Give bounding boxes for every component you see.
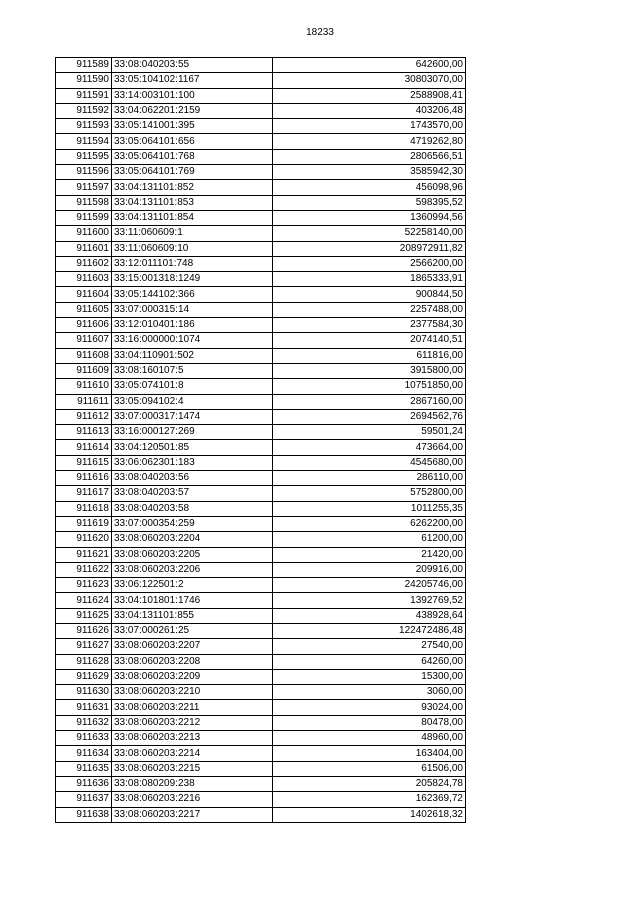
cadastral-number-cell: 33:08:060203:2213: [112, 731, 273, 746]
row-number-cell: 911591: [56, 88, 112, 103]
cadastral-value-cell: 2867160,00: [273, 394, 466, 409]
cadastral-value-cell: 403206,48: [273, 103, 466, 118]
row-number-cell: 911638: [56, 807, 112, 822]
cadastral-number-cell: 33:08:060203:2211: [112, 700, 273, 715]
table-row: [56, 226, 466, 241]
row-number-cell: 911597: [56, 180, 112, 195]
cadastral-value-cell: 15300,00: [273, 669, 466, 684]
row-number-cell: 911616: [56, 471, 112, 486]
cadastral-number-cell: 33:11:060609:1: [112, 226, 273, 241]
cadastral-number-cell: 33:15:001318:1249: [112, 272, 273, 287]
table-row: [56, 210, 466, 225]
row-number-cell: 911593: [56, 119, 112, 134]
cadastral-value-cell: 286110,00: [273, 471, 466, 486]
table-row: [56, 241, 466, 256]
row-number-cell: 911620: [56, 532, 112, 547]
row-number-cell: 911622: [56, 562, 112, 577]
page-number: 18233: [306, 27, 334, 38]
row-number-cell: 911629: [56, 669, 112, 684]
row-number-cell: 911607: [56, 333, 112, 348]
cadastral-number-cell: 33:08:040203:56: [112, 471, 273, 486]
row-number-cell: 911602: [56, 256, 112, 271]
cadastral-value-cell: 1011255,35: [273, 501, 466, 516]
row-number-cell: 911608: [56, 348, 112, 363]
cadastral-value-cell: 6262200,00: [273, 516, 466, 531]
table-row: [56, 318, 466, 333]
row-number-cell: 911628: [56, 654, 112, 669]
cadastral-number-cell: 33:08:060203:2207: [112, 639, 273, 654]
cadastral-number-cell: 33:08:060203:2205: [112, 547, 273, 562]
row-number-cell: 911635: [56, 761, 112, 776]
row-number-cell: 911606: [56, 318, 112, 333]
cadastral-number-cell: 33:08:060203:2210: [112, 685, 273, 700]
cadastral-number-cell: 33:08:060203:2216: [112, 792, 273, 807]
cadastral-value-cell: 1743570,00: [273, 119, 466, 134]
cadastral-number-cell: 33:04:131101:855: [112, 608, 273, 623]
table-row: [56, 409, 466, 424]
row-number-cell: 911623: [56, 578, 112, 593]
cadastral-value-cell: 473664,00: [273, 440, 466, 455]
table-row: [56, 746, 466, 761]
table-row: [56, 562, 466, 577]
cadastral-value-cell: 162369,72: [273, 792, 466, 807]
cadastral-value-cell: 163404,00: [273, 746, 466, 761]
table-row: [56, 516, 466, 531]
cadastral-number-cell: 33:04:131101:854: [112, 210, 273, 225]
table-row: [56, 715, 466, 730]
cadastral-number-cell: 33:11:060609:10: [112, 241, 273, 256]
cadastral-value-cell: 2694562,76: [273, 409, 466, 424]
cadastral-value-cell: 24205746,00: [273, 578, 466, 593]
cadastral-value-cell: 61506,00: [273, 761, 466, 776]
row-number-cell: 911615: [56, 455, 112, 470]
table-row: [56, 654, 466, 669]
table-row: [56, 455, 466, 470]
cadastral-value-cell: 80478,00: [273, 715, 466, 730]
table-row: [56, 608, 466, 623]
cadastral-number-cell: 33:08:080209:238: [112, 776, 273, 791]
cadastral-number-cell: 33:04:131101:853: [112, 195, 273, 210]
cadastral-value-cell: 438928,64: [273, 608, 466, 623]
cadastral-number-cell: 33:05:094102:4: [112, 394, 273, 409]
cadastral-number-cell: 33:05:074101:8: [112, 379, 273, 394]
cadastral-number-cell: 33:04:110901:502: [112, 348, 273, 363]
row-number-cell: 911636: [56, 776, 112, 791]
cadastral-number-cell: 33:08:060203:2217: [112, 807, 273, 822]
row-number-cell: 911614: [56, 440, 112, 455]
table-row: [56, 256, 466, 271]
cadastral-number-cell: 33:08:060203:2208: [112, 654, 273, 669]
cadastral-number-cell: 33:12:011101:748: [112, 256, 273, 271]
table-row: [56, 593, 466, 608]
cadastral-value-cell: 611816,00: [273, 348, 466, 363]
table-row: [56, 669, 466, 684]
table-row: [56, 149, 466, 164]
table-row: [56, 165, 466, 180]
cadastral-number-cell: 33:08:060203:2206: [112, 562, 273, 577]
cadastral-value-cell: 456098,96: [273, 180, 466, 195]
cadastral-value-cell: 21420,00: [273, 547, 466, 562]
row-number-cell: 911610: [56, 379, 112, 394]
cadastral-number-cell: 33:08:060203:2215: [112, 761, 273, 776]
cadastral-number-cell: 33:06:122501:2: [112, 578, 273, 593]
row-number-cell: 911605: [56, 302, 112, 317]
table-row: [56, 134, 466, 149]
table-row: [56, 180, 466, 195]
cadastral-number-cell: 33:05:104102:1167: [112, 73, 273, 88]
row-number-cell: 911595: [56, 149, 112, 164]
cadastral-value-cell: 27540,00: [273, 639, 466, 654]
cadastral-value-cell: 1402618,32: [273, 807, 466, 822]
cadastral-value-cell: 209916,00: [273, 562, 466, 577]
cadastral-number-cell: 33:07:000354:259: [112, 516, 273, 531]
table-row: [56, 73, 466, 88]
cadastral-value-cell: 1392769,52: [273, 593, 466, 608]
cadastral-number-cell: 33:08:160107:5: [112, 363, 273, 378]
row-number-cell: 911619: [56, 516, 112, 531]
row-number-cell: 911618: [56, 501, 112, 516]
row-number-cell: 911626: [56, 623, 112, 638]
table-row: [56, 287, 466, 302]
cadastral-number-cell: 33:04:062201:2159: [112, 103, 273, 118]
table-row: [56, 792, 466, 807]
cadastral-value-cell: 4545680,00: [273, 455, 466, 470]
cadastral-number-cell: 33:16:000000:1074: [112, 333, 273, 348]
cadastral-value-cell: 3915800,00: [273, 363, 466, 378]
cadastral-value-cell: 2566200,00: [273, 256, 466, 271]
row-number-cell: 911611: [56, 394, 112, 409]
table-row: [56, 88, 466, 103]
row-number-cell: 911617: [56, 486, 112, 501]
table-row: [56, 501, 466, 516]
cadastral-value-table: [55, 57, 466, 823]
cadastral-number-cell: 33:04:101801:1746: [112, 593, 273, 608]
cadastral-number-cell: 33:08:060203:2214: [112, 746, 273, 761]
cadastral-value-cell: 3585942,30: [273, 165, 466, 180]
row-number-cell: 911592: [56, 103, 112, 118]
cadastral-value-cell: 122472486,48: [273, 623, 466, 638]
cadastral-value-cell: 642600,00: [273, 58, 466, 73]
cadastral-value-cell: 61200,00: [273, 532, 466, 547]
cadastral-number-cell: 33:04:120501:85: [112, 440, 273, 455]
table-row: [56, 333, 466, 348]
table-row: [56, 363, 466, 378]
cadastral-value-cell: 10751850,00: [273, 379, 466, 394]
cadastral-value-cell: 93024,00: [273, 700, 466, 715]
table-row: [56, 394, 466, 409]
cadastral-value-cell: 208972911,82: [273, 241, 466, 256]
row-number-cell: 911589: [56, 58, 112, 73]
cadastral-number-cell: 33:14:003101:100: [112, 88, 273, 103]
table-row: [56, 58, 466, 73]
cadastral-value-cell: 30803070,00: [273, 73, 466, 88]
table-row: [56, 532, 466, 547]
cadastral-number-cell: 33:08:060203:2204: [112, 532, 273, 547]
row-number-cell: 911633: [56, 731, 112, 746]
cadastral-number-cell: 33:08:040203:55: [112, 58, 273, 73]
row-number-cell: 911600: [56, 226, 112, 241]
row-number-cell: 911632: [56, 715, 112, 730]
cadastral-number-cell: 33:07:000261:25: [112, 623, 273, 638]
cadastral-number-cell: 33:05:064101:769: [112, 165, 273, 180]
cadastral-number-cell: 33:05:144102:366: [112, 287, 273, 302]
cadastral-number-cell: 33:16:000127:269: [112, 425, 273, 440]
cadastral-value-cell: 2588908,41: [273, 88, 466, 103]
cadastral-value-cell: 2806566,51: [273, 149, 466, 164]
cadastral-value-cell: 4719262,80: [273, 134, 466, 149]
row-number-cell: 911603: [56, 272, 112, 287]
row-number-cell: 911601: [56, 241, 112, 256]
row-number-cell: 911609: [56, 363, 112, 378]
table-row: [56, 807, 466, 822]
cadastral-number-cell: 33:12:010401:186: [112, 318, 273, 333]
table-row: [56, 578, 466, 593]
row-number-cell: 911624: [56, 593, 112, 608]
cadastral-value-cell: 1865333,91: [273, 272, 466, 287]
cadastral-value-cell: 1360994,56: [273, 210, 466, 225]
cadastral-value-cell: 64260,00: [273, 654, 466, 669]
table-row: [56, 731, 466, 746]
cadastral-number-cell: 33:07:000315:14: [112, 302, 273, 317]
row-number-cell: 911613: [56, 425, 112, 440]
row-number-cell: 911594: [56, 134, 112, 149]
table-row: [56, 486, 466, 501]
table-row: [56, 425, 466, 440]
cadastral-number-cell: 33:08:040203:57: [112, 486, 273, 501]
cadastral-number-cell: 33:08:060203:2212: [112, 715, 273, 730]
cadastral-value-cell: 205824,78: [273, 776, 466, 791]
row-number-cell: 911598: [56, 195, 112, 210]
cadastral-number-cell: 33:06:062301:183: [112, 455, 273, 470]
table-row: [56, 471, 466, 486]
table-row: [56, 685, 466, 700]
cadastral-value-cell: 598395,52: [273, 195, 466, 210]
cadastral-value-cell: 3060,00: [273, 685, 466, 700]
cadastral-value-cell: 900844,50: [273, 287, 466, 302]
table-row: [56, 302, 466, 317]
row-number-cell: 911621: [56, 547, 112, 562]
table-row: [56, 348, 466, 363]
cadastral-number-cell: 33:08:040203:58: [112, 501, 273, 516]
cadastral-number-cell: 33:05:141001:395: [112, 119, 273, 134]
table-row: [56, 639, 466, 654]
row-number-cell: 911625: [56, 608, 112, 623]
row-number-cell: 911634: [56, 746, 112, 761]
table-row: [56, 761, 466, 776]
row-number-cell: 911637: [56, 792, 112, 807]
row-number-cell: 911631: [56, 700, 112, 715]
cadastral-number-cell: 33:05:064101:768: [112, 149, 273, 164]
cadastral-number-cell: 33:08:060203:2209: [112, 669, 273, 684]
table-row: [56, 379, 466, 394]
cadastral-value-cell: 5752800,00: [273, 486, 466, 501]
cadastral-value-cell: 48960,00: [273, 731, 466, 746]
row-number-cell: 911590: [56, 73, 112, 88]
table-body: [56, 58, 466, 823]
cadastral-value-cell: 2377584,30: [273, 318, 466, 333]
table-row: [56, 103, 466, 118]
row-number-cell: 911596: [56, 165, 112, 180]
cadastral-number-cell: 33:05:064101:656: [112, 134, 273, 149]
row-number-cell: 911627: [56, 639, 112, 654]
cadastral-number-cell: 33:04:131101:852: [112, 180, 273, 195]
cadastral-number-cell: 33:07:000317:1474: [112, 409, 273, 424]
cadastral-value-cell: 59501,24: [273, 425, 466, 440]
table-row: [56, 623, 466, 638]
table-row: [56, 440, 466, 455]
row-number-cell: 911612: [56, 409, 112, 424]
table-row: [56, 700, 466, 715]
table-row: [56, 195, 466, 210]
table-row: [56, 547, 466, 562]
cadastral-value-cell: 2074140,51: [273, 333, 466, 348]
row-number-cell: 911604: [56, 287, 112, 302]
cadastral-value-cell: 2257488,00: [273, 302, 466, 317]
cadastral-value-cell: 52258140,00: [273, 226, 466, 241]
table-row: [56, 776, 466, 791]
row-number-cell: 911599: [56, 210, 112, 225]
table-row: [56, 272, 466, 287]
row-number-cell: 911630: [56, 685, 112, 700]
table-row: [56, 119, 466, 134]
